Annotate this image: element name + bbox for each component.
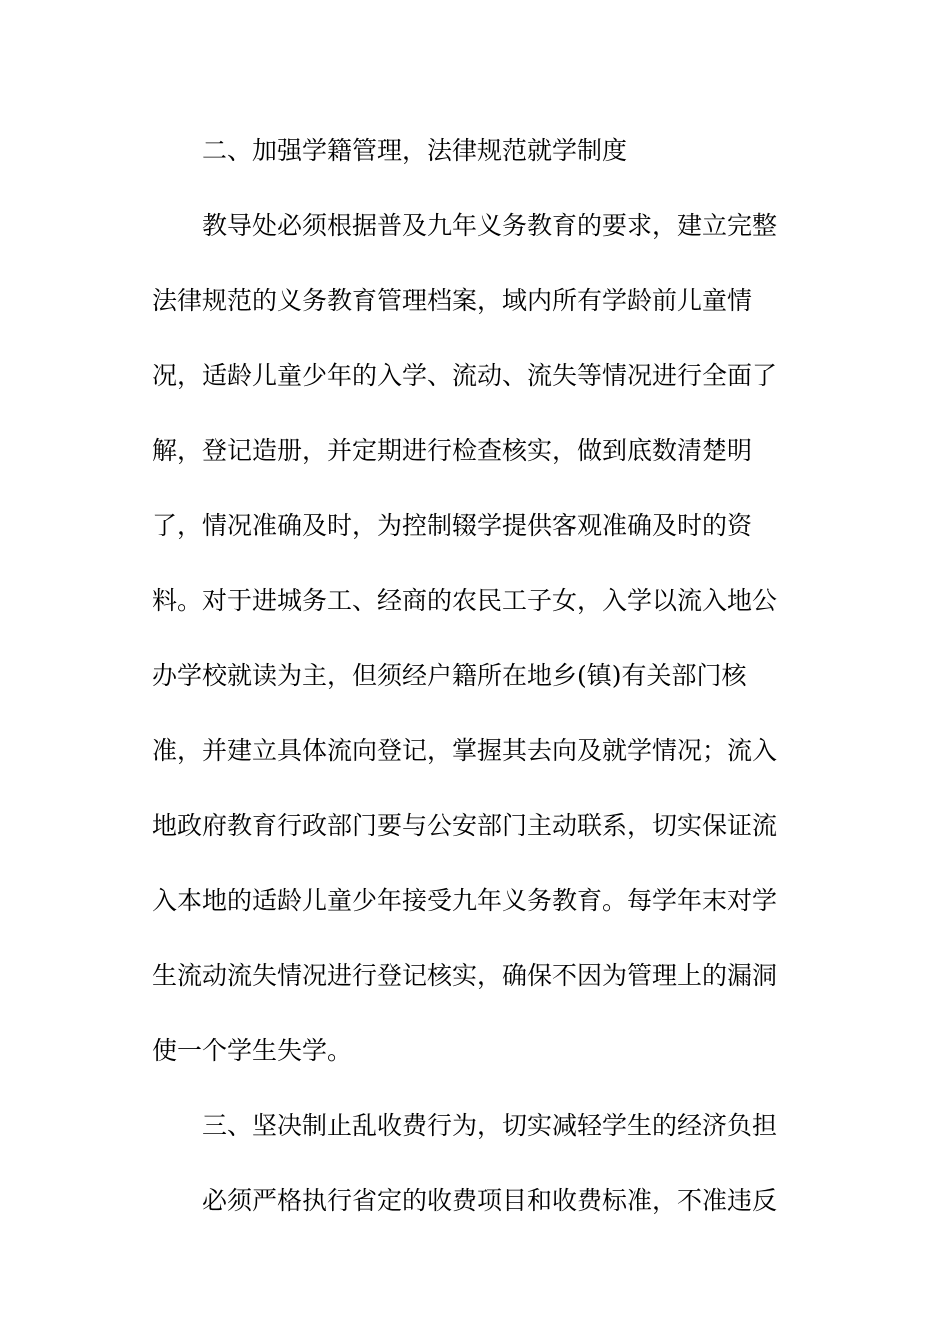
paragraph-line: 料。对于进城务工、经商的农民工子女，入学以流入地公 — [152, 586, 778, 615]
paragraph-line: 法律规范的义务教育管理档案，域内所有学龄前儿童情 — [152, 286, 753, 315]
paragraph-line: 入本地的适龄儿童少年接受九年义务教育。每学年末对学 — [152, 886, 778, 915]
paragraph-line: 使一个学生失学。 — [152, 1036, 353, 1065]
paragraph-line: 办学校就读为主，但须经户籍所在地乡(镇)有关部门核 — [152, 661, 747, 690]
paragraph-line: 必须严格执行省定的收费项目和收费标准，不准违反 — [202, 1186, 778, 1215]
section-heading-three: 三、坚决制止乱收费行为，切实减轻学生的经济负担 — [202, 1111, 778, 1140]
paragraph-line: 况，适龄儿童少年的入学、流动、流失等情况进行全面了 — [152, 361, 778, 390]
paragraph-line: 教导处必须根据普及九年义务教育的要求，建立完整 — [202, 211, 778, 240]
section-heading-two: 二、加强学籍管理，法律规范就学制度 — [202, 136, 628, 165]
paragraph-line: 准，并建立具体流向登记，掌握其去向及就学情况；流入 — [152, 736, 778, 765]
paragraph-line: 解，登记造册，并定期进行检查核实，做到底数清楚明 — [152, 436, 753, 465]
paragraph-line: 生流动流失情况进行登记核实，确保不因为管理上的漏洞 — [152, 961, 778, 990]
paragraph-line: 了，情况准确及时，为控制辍学提供客观准确及时的资 — [152, 511, 753, 540]
paragraph-line: 地政府教育行政部门要与公安部门主动联系，切实保证流 — [152, 811, 778, 840]
